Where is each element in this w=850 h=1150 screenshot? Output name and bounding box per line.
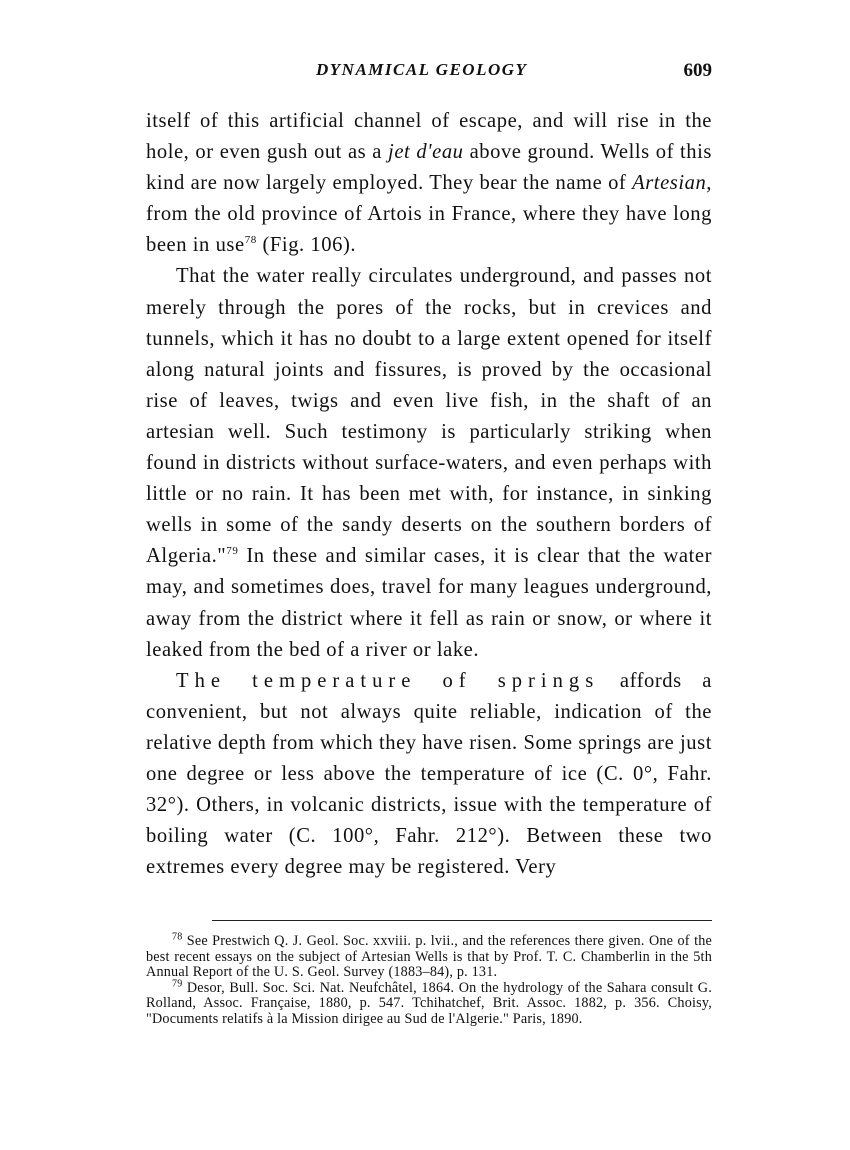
body-text	[146, 106, 712, 883]
paragraph-2-part-a: That the water really circulates underground, and passes not merely through the pores of the rocks, but in crevices and tunnels, which it has no doubt to a large extent opened for itself along natural joints and fissures, is proved by the occasional rise of leaves, twigs and even live fish, in the shaft of an artesian well. Such testimony is particularly striking when found in districts without surface-waters, and even perhaps with little or no rain. It has been met with, for instance, in sinking wells in some of the sandy deserts on the southern borders of Algeria."	[146, 265, 712, 568]
footnotes	[146, 931, 712, 1028]
paragraph-1-part-a: itself of this artificial channel of escape, and will rise in the hole, or even gush out as a	[146, 110, 712, 164]
paragraph-3-part-a: affords a convenient, but not always quite reliable, indication of the relative depth from which they have risen. Some springs are just one degree or less above the temperature of ice (C. 0°, Fahr. 32°). Others, in volcanic districts, issue with the temperature of boiling water (C. 100°, Fahr. 212°). Between these two extremes every degree may be registered. Very	[146, 669, 712, 879]
footnote-ref-78[interactable]: 78	[244, 234, 257, 247]
paragraph-1-part-d: (Fig. 106).	[256, 234, 357, 257]
footnote-78-text: See Prestwich Q. J. Geol. Soc. xxviii. p. lvii., and the references there given. One of the best recent essays on the subject of Artesian Wells is that by Prof. T. C. Chamberlin in the 5th Annual Report of the U. S. Geol. Survey (1883–84), p. 131.	[146, 933, 712, 981]
footnote-ref-79[interactable]: 79	[226, 545, 239, 558]
footnote-79-text: Desor, Bull. Soc. Sci. Nat. Neufchâtel, 1864. On the hydrology of the Sahara consult G. Rolland, Assoc. Française, 1880, p. 547. Tchihatchef, Brit. Assoc. 1882, p. 356. Choisy, "Documents relatifs à la Mission dirigee au Sud de l'Algerie." Paris, 1890.	[146, 979, 712, 1027]
page-header	[146, 60, 712, 88]
paragraph-3-lead: The temperature of springs	[176, 669, 600, 692]
footnote-79	[146, 978, 712, 1028]
paragraph-2	[146, 261, 712, 665]
term-artesian: Artesian,	[632, 172, 712, 195]
paragraph-1-part-b: above ground. Wells of this kind are now largely employed. They bear the name of	[146, 141, 712, 195]
footnote-78-number: 78	[172, 931, 183, 943]
footnote-divider	[212, 920, 712, 921]
paragraph-3	[146, 666, 712, 884]
paragraph-2-part-b: In these and similar cases, it is clear that the water may, and sometimes does, travel for many leagues underground, away from the district where it fell as rain or snow, or where it leaked from the bed of a river or lake.	[146, 545, 712, 661]
footnote-78	[146, 931, 712, 981]
page-number: 609	[683, 60, 712, 81]
footnote-79-number: 79	[172, 978, 183, 990]
running-head: DYNAMICAL GEOLOGY	[316, 60, 528, 79]
term-jet-deau: jet d'eau	[388, 141, 464, 164]
paragraph-1	[146, 106, 712, 261]
paragraph-1-part-c: from the old province of Artois in France, where they have long been in use	[146, 203, 712, 257]
